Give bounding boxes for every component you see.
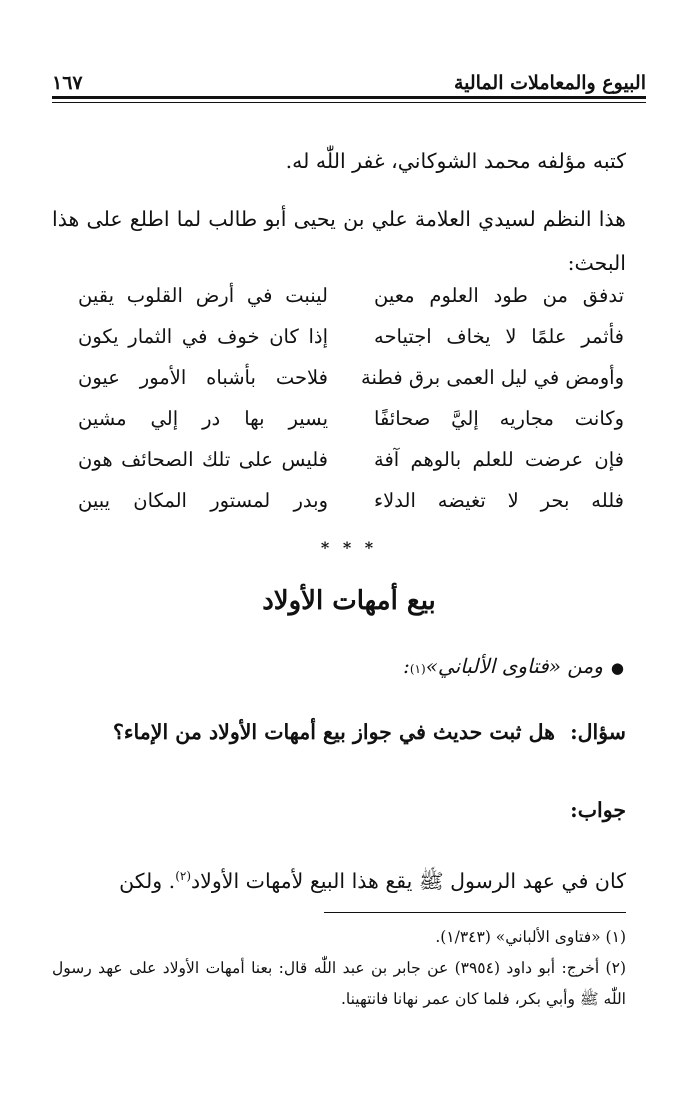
poem-verse: [78, 439, 624, 480]
poem-verse: [78, 275, 624, 316]
author-signature-paragraph: كتبه مؤلفه محمد الشوكاني، غفر اللّٰه له.: [285, 148, 626, 173]
answer-text: كان في عهد الرسول ﷺ يقع هذا البيع لأمهات الأولاد: [191, 868, 626, 893]
poem: [78, 275, 624, 521]
footnote-rule: [324, 912, 626, 913]
question-paragraph: [52, 710, 626, 754]
source-line: [403, 654, 624, 678]
answer-paragraph: [52, 854, 626, 903]
source-text: ومن «فتاوى الألباني»: [425, 654, 603, 678]
poem-verse: [78, 480, 624, 521]
poem-verse: [78, 398, 624, 439]
page-number: ١٦٧: [52, 72, 83, 94]
verse-first-hemistich: فإن عرضت للعلم بالوهم آفة: [374, 448, 624, 471]
verse-second-hemistich: إذا كان خوف في الثمار يكون: [78, 325, 328, 348]
poem-intro-paragraph: هذا النظم لسيدي العلامة علي بن يحيى أبو طالب لما اطلع على هذا البحث:: [52, 206, 626, 275]
footnote-ref: (٢): [175, 869, 192, 883]
header-rule-thick: [52, 96, 646, 99]
answer-text-end: . ولكن: [119, 868, 176, 893]
poem-verse: [78, 316, 624, 357]
running-title: البيوع والمعاملات المالية: [453, 72, 646, 94]
footnote-2: (٢) أخرج: أبو داود (٣٩٥٤) عن جابر بن عبد اللّٰه قال: بعنا أمهات الأولاد على عهد رسول اللّٰه ﷺ وأبي بكر، فلما كان عمر نهانا فانتهينا.: [52, 959, 626, 1008]
verse-first-hemistich: تدفق من طود العلوم معين: [374, 284, 624, 307]
answer-label: جواب:: [570, 798, 626, 822]
footnotes: [52, 922, 626, 1015]
header-rule-thin: [52, 102, 646, 103]
verse-first-hemistich: فأثمر علمًا لا يخاف اجتياحه: [374, 325, 624, 348]
source-colon: :: [403, 654, 410, 678]
verse-second-hemistich: فليس على تلك الصحائف هون: [78, 448, 328, 471]
question-text: هل ثبت حديث في جواز بيع أمهات الأولاد من الإماء؟: [113, 720, 555, 744]
footnote-ref: (١): [409, 662, 426, 676]
verse-second-hemistich: لينبت في أرض القلوب يقين: [78, 284, 328, 307]
question-label: سؤال:: [570, 720, 626, 744]
footnote-1: (١) «فتاوى الألباني» (١/٣٤٣).: [435, 928, 626, 946]
verse-first-hemistich: فلله بحر لا تغيضه الدلاء: [374, 489, 624, 512]
bullet-icon: ●: [610, 659, 624, 677]
poem-verse: [78, 357, 624, 398]
verse-second-hemistich: وبدر لمستور المكان يبين: [78, 489, 328, 512]
verse-second-hemistich: فلاحت بأشباه الأمور عيون: [78, 366, 328, 389]
page-header: [52, 58, 646, 94]
verse-second-hemistich: يسير بها در إلي مشين: [78, 407, 328, 430]
section-heading: بيع أمهات الأولاد: [262, 586, 436, 616]
verse-first-hemistich: وأومض في ليل العمى برق فطنة: [360, 366, 624, 389]
section-separator: * * *: [320, 538, 378, 557]
verse-first-hemistich: وكانت مجاريه إليَّ صحائفًا: [374, 407, 624, 430]
